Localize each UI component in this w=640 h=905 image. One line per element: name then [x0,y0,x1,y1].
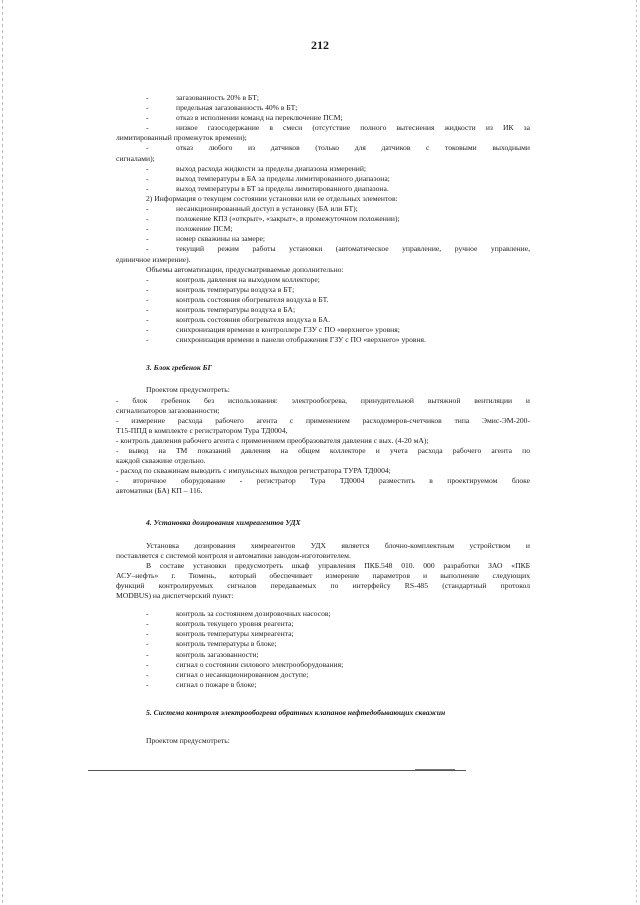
list-item: - сигнал о состоянии силового электрооборудования; [146,659,344,669]
paragraph-line: MODBUS) на диспетчерский пункт: [116,591,234,601]
footnote-rule [88,770,466,772]
paragraph-line: поставляется с системой контроля и автоматики заводом-изготовителем. [116,550,351,560]
info-heading: 2) Информация о текущем состоянии установки или ее отдельных элементов: [146,193,398,203]
list-item: - выход температуры в БА за пределы лимитированного диапазона; [146,173,390,183]
alarm-list [116,93,530,194]
paragraph-line: Установка дозирования химреагентов УДХ является блочно-комплектным устройством и [146,540,530,550]
document-body [116,93,530,746]
paragraph-line: - вывод на ТМ показаний давления на общем коллекторе и учета расхода рабочего агента по [116,446,530,455]
list-item: - контроль состояния обогревателя воздуха в БА. [146,315,331,325]
extra-heading: Объемы автоматизации, предусматриваемые дополнительно: [146,264,344,274]
section-4-heading: 4. Установка дозирования химреагентов УДХ [146,518,301,528]
paragraph-line: В составе установки предусмотреть шкаф управления ПКБ.548 010. 000 разработки ЗАО «ПКБ [146,560,530,570]
list-item-continuation: лимитированный промежуток времени); [116,133,247,143]
list-item: - контроль температуры воздуха в БА; [146,304,296,314]
list-item: - положение ПСМ; [146,224,233,234]
list-item: - низкое газосодержание в смеси (отсутствие полного вытеснения жидкости из ИК за [146,123,530,133]
list-item: - контроль загазованности; [146,649,259,659]
list-item: - контроль состояния обогревателя воздуха в БТ. [146,294,329,304]
scan-edge-right [636,0,637,905]
list-item: - несанкционированный доступ в установку (БА или БТ); [146,204,358,214]
section-3-heading: 3. Блок гребенок БГ [146,363,213,373]
list-item-continuation: единичное измерение). [116,254,191,264]
list-item: - сигнал о пожаре в блоке; [146,679,257,689]
list-item: - контроль температуры химреагента; [146,629,294,639]
section-5-heading: 5. Система контроля электрообогрева обратных клапанов нефтедобывающих скважин [146,707,446,717]
extra-list [116,275,530,346]
list-item: - номер скважины на замере; [146,234,266,244]
list-item: - сигнал о несанкционированном доступе; [146,669,309,679]
list-item: - отказ в исполнении команд на переключение ПСМ; [146,113,343,123]
section-3-intro: Проектом предусмотреть: [146,385,230,395]
page-number: 212 [311,38,329,52]
section-3-text [116,396,530,497]
paragraph-line: - вторичное оборудование - регистратор Тура ТД0004 разместить в проектируемом блоке [116,476,530,486]
list-item: - контроль температуры в блоке; [146,639,277,649]
section-4-list [116,609,530,690]
paragraph-line: функций контролируемых сигналов передаваемых по интерфейсу RS-485 (стандартный протокол [116,580,530,590]
list-item: - синхронизация времени в панели отображения ГЗУ с ПО «верхнего» уровня. [146,335,426,345]
list-item: - контроль температуры воздуха в БТ; [146,284,295,294]
state-list [116,204,530,265]
paragraph-line: автоматики (БА) КП – 116. [116,486,203,496]
list-item: - контроль давления на выходном коллекторе; [146,274,320,284]
list-item: - предельная загазованность 40% в БТ; [146,103,298,113]
list-item: - контроль за состоянием дозировочных насосов; [146,609,331,619]
list-item: - выход расхода жидкости за пределы диапазона измерений; [146,163,367,173]
list-item: - выход температуры в БТ за пределы лимитированного диапазона. [146,183,389,193]
list-item-continuation: сигналами); [116,153,155,163]
paragraph-line: каждой скважине отдельно. [116,456,206,466]
paragraph-line: сигнализаторов загазованности; [116,405,220,415]
section-5-intro: Проектом предусмотреть: [146,735,230,745]
scan-edge-left [2,0,3,905]
list-item: - загазованность 20% в БТ; [146,93,259,102]
list-item: - отказ любого из датчиков (только для датчиков с токовыми выходными [146,143,530,153]
section-4-text [116,541,530,602]
paragraph-line: - блок гребенок без использования: электрообогрева, принудительной вытяжной вентиляции и [116,395,530,405]
list-item: - контроль текущего уровня реагента; [146,619,294,629]
paragraph-line: - измерение расхода рабочего агента с применением расходомеров-счетчиков типа Эмис-ЭМ-200- [116,415,530,425]
list-item: - положение КПЗ («открыт», «закрыт», в промежуточном положении); [146,214,400,224]
paragraph-line: - расход по скважинам выводить с импульсных выходов регистратора ТУРА ТД0004; [116,466,391,476]
paragraph-line: Т15-ППД в комплекте с регистратором Тура ТД0004, [116,425,288,435]
list-item: - текущий режим работы установки (автоматическое управление, ручное управление, [146,244,530,254]
paragraph-line: - контроль давления рабочего агента с применением преобразователя давления с вых. (4-20 мА); [116,435,429,445]
footnote-rule-tail [415,769,455,771]
list-item: - синхронизация времени в контроллере ГЗУ с ПО «верхнего» уровня; [146,325,400,335]
paragraph-line: АСУ–нефть» г. Тюмень, который обеспечивает измерение параметров и выполнение следующих [116,570,530,580]
